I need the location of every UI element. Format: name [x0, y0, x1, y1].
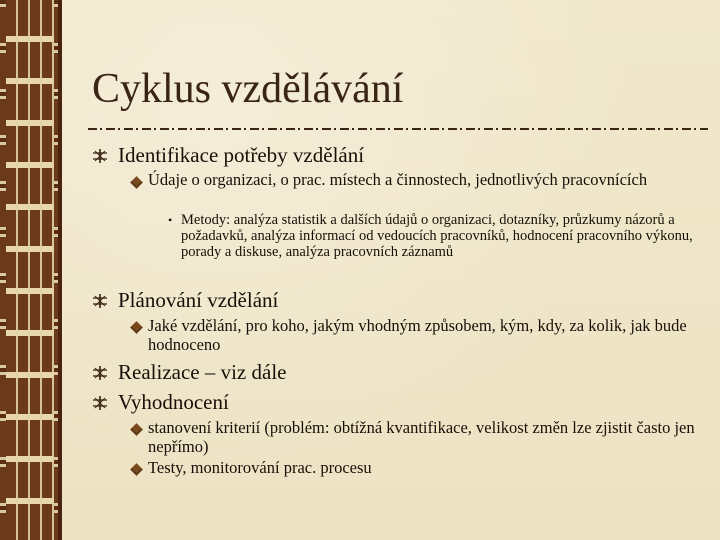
dot-bullet-icon: • — [168, 213, 173, 227]
title-divider — [88, 128, 708, 130]
ornamental-cross-bullet-icon — [93, 366, 107, 380]
ornamental-cross-bullet-icon — [93, 294, 107, 308]
point-text: Jaké vzdělání, pro koho, jakým vhodným způsobem, kým, kdy, za kolik, jak bude hodnoceno — [148, 316, 687, 354]
subpoint-text: Metody: analýza statistik a dalších údajů o organizaci, dotazníky, průzkumy názorů a požadavků, analýza informací od vedoucích pracovníků, hodnocení pracovního výkonu, porady a diskuse, analýza pracovních záznamů — [181, 212, 693, 260]
slide-title: Cyklus vzdělávání — [92, 66, 404, 112]
point-text: Testy, monitorování prac. procesu — [148, 458, 372, 477]
section-heading: Identifikace potřeby vzdělání — [118, 143, 365, 167]
diamond-bullet-icon — [130, 463, 143, 476]
section-heading: Plánování vzdělání — [118, 288, 279, 312]
ornamental-cross-bullet-icon — [93, 396, 107, 410]
point-text: stanovení kriterií (problém: obtížná kvantifikace, velikost změn lze zjistit často jen nepřímo) — [148, 418, 695, 456]
diamond-bullet-icon — [130, 321, 143, 334]
section-heading: Vyhodnocení — [118, 390, 229, 414]
section-heading: Realizace – viz dále — [118, 360, 287, 384]
ornamental-cross-bullet-icon — [93, 149, 107, 163]
decorative-left-border — [0, 0, 62, 540]
point-text: Údaje o organizaci, o prac. místech a činnostech, jednotlivých pracovnících — [148, 170, 648, 189]
diamond-bullet-icon — [130, 423, 143, 436]
diamond-bullet-icon — [130, 176, 143, 189]
